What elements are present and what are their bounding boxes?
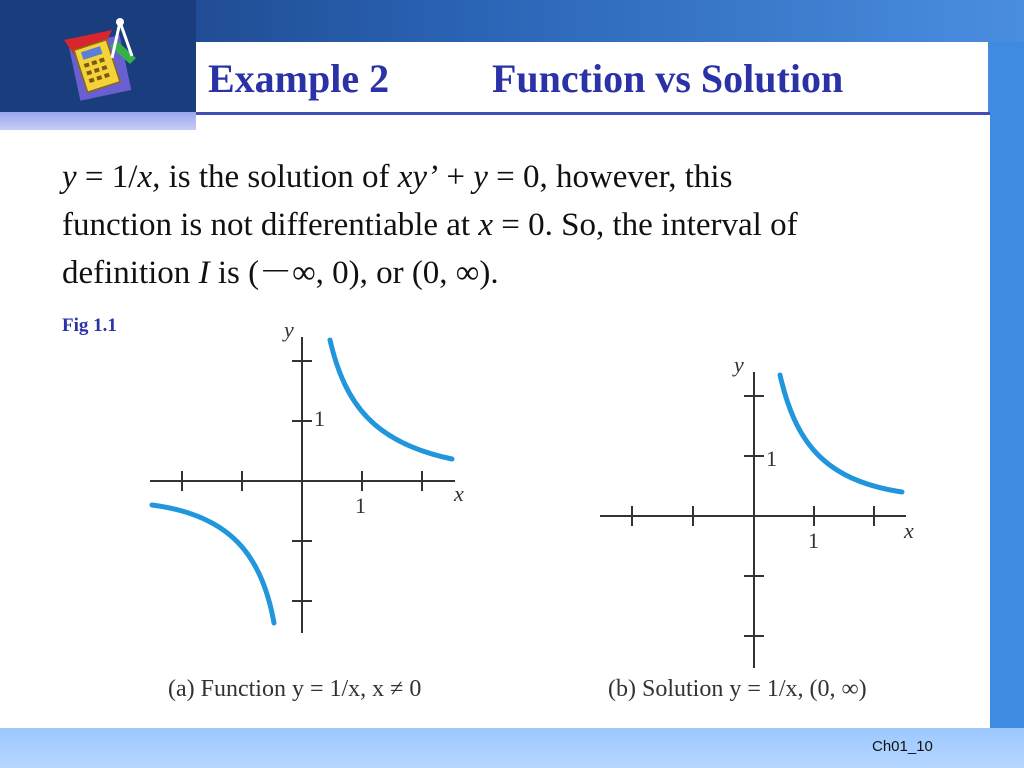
slide-title-example: Example 2 (208, 56, 390, 101)
body-line-2 (62, 207, 798, 243)
slide-number: Ch01_10 (872, 738, 933, 755)
body-paragraph (62, 153, 972, 297)
text-fragment: = 0. So, the interval of (493, 207, 798, 243)
y-axis-label: y (734, 352, 744, 377)
calculator-pencil-compass-icon (0, 0, 196, 112)
var-xy-prime: xy’ (397, 159, 439, 195)
graph-solution (592, 350, 932, 670)
var-y: y (62, 159, 77, 195)
body-line-3 (62, 255, 499, 291)
y-tick-label: 1 (766, 446, 777, 471)
figure-label: Fig 1.1 (62, 315, 117, 336)
var-x: x, (137, 159, 161, 195)
slide-title-topic: Function vs Solution (492, 56, 844, 101)
x-axis-label: x (454, 481, 464, 506)
graph-b-caption: (b) Solution y = 1/x, (0, ∞) (608, 676, 867, 702)
graph-function (140, 315, 480, 635)
var-x: x (478, 207, 494, 243)
text-fragment: function is not differentiable at (62, 207, 479, 243)
title-underline (196, 112, 1024, 115)
x-tick-label: 1 (808, 528, 819, 553)
graph-a-caption: (a) Function y = 1/x, x ≠ 0 (168, 676, 422, 702)
text-fragment: = 0, however, this (487, 159, 733, 195)
var-interval-i: I (198, 255, 210, 291)
text-fragment: is the solution of (160, 159, 398, 195)
right-side-bar (990, 42, 1024, 732)
curve-positive-branch (780, 375, 902, 492)
x-axis-label: x (904, 518, 914, 543)
logo-strip (0, 112, 196, 130)
logo-area (0, 0, 196, 112)
text-fragment: = 1/ (76, 159, 138, 195)
body-line-1 (62, 159, 732, 195)
curve-positive-branch (330, 340, 452, 459)
text-fragment: definition (62, 255, 199, 291)
curve-negative-branch (152, 505, 274, 623)
text-fragment: + (438, 159, 474, 195)
x-tick-label: 1 (355, 493, 366, 518)
y-tick-label: 1 (314, 406, 325, 431)
y-axis-label: y (284, 317, 294, 342)
var-y: y (473, 159, 488, 195)
footer-bar (0, 728, 1024, 768)
text-fragment: is (－∞, 0), or (0, ∞). (209, 255, 499, 291)
